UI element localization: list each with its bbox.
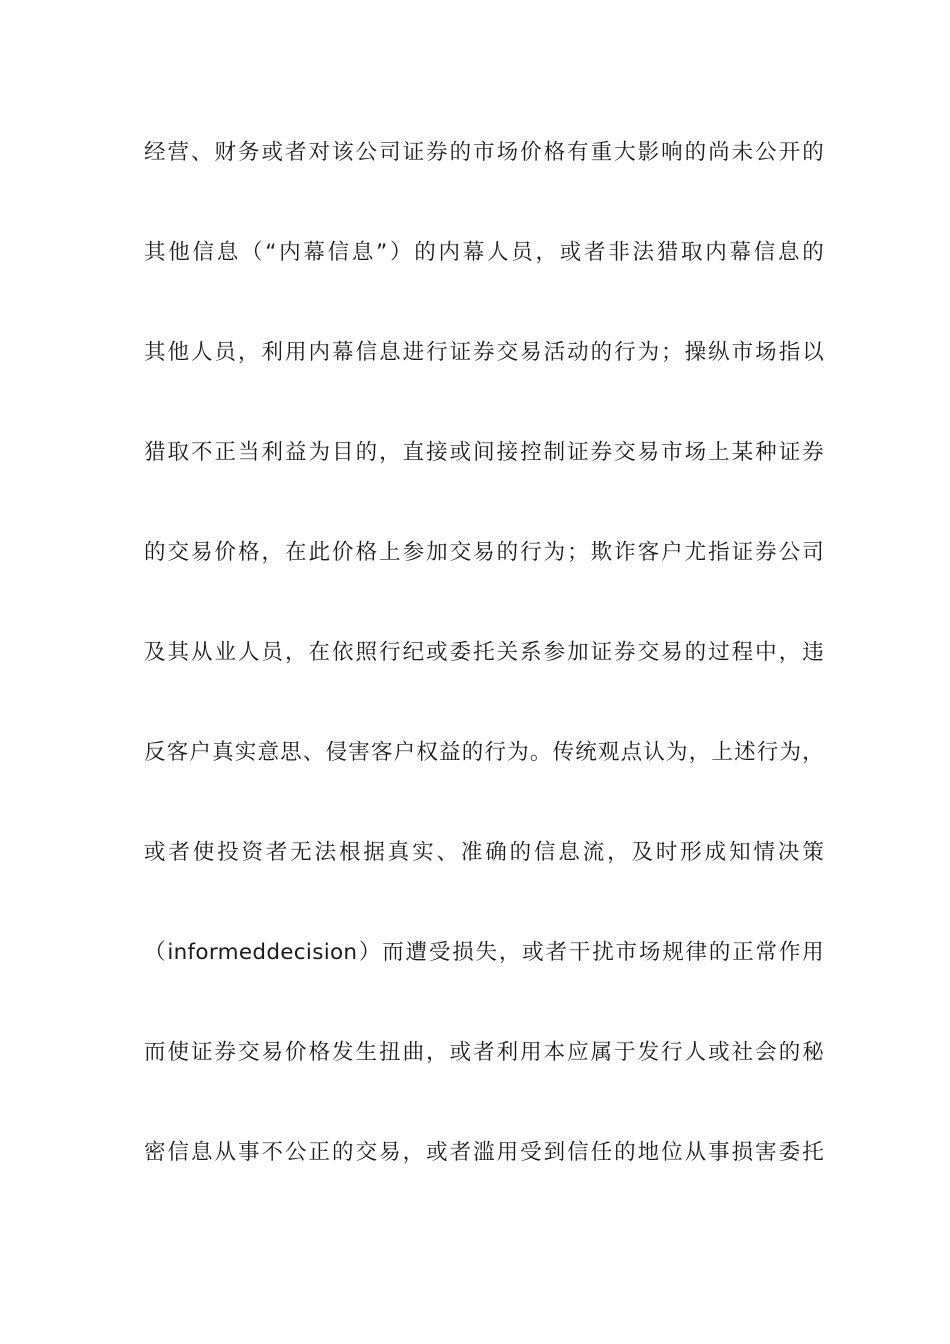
document-body bbox=[144, 133, 824, 1233]
text-line: 及其从业人员，在依照行纪或委托关系参加证券交易的过程中，违 bbox=[144, 640, 824, 665]
text-line: 反客户真实意思、侵害客户权益的行为。传统观点认为，上述行为， bbox=[144, 740, 824, 765]
text-line: 经营、财务或者对该公司证券的市场价格有重大影响的尚未公开的 bbox=[144, 140, 824, 165]
text-line: 其他信息（“内幕信息”）的内幕人员，或者非法猎取内幕信息的 bbox=[144, 240, 824, 265]
text-line: 其他人员，利用内幕信息进行证券交易活动的行为；操纵市场指以 bbox=[144, 340, 824, 365]
text-line: 而使证券交易价格发生扭曲，或者利用本应属于发行人或社会的秘 bbox=[144, 1040, 824, 1065]
text-line: 或者使投资者无法根据真实、准确的信息流，及时形成知情决策 bbox=[144, 840, 824, 865]
text-line: 的交易价格，在此价格上参加交易的行为；欺诈客户尤指证券公司 bbox=[144, 540, 824, 565]
text-line: 密信息从事不公正的交易，或者滥用受到信任的地位从事损害委托 bbox=[144, 1140, 824, 1165]
text-line: （informeddecision）而遭受损失，或者干扰市场规律的正常作用 bbox=[144, 940, 824, 965]
text-line: 猎取不正当利益为目的，直接或间接控制证券交易市场上某种证券 bbox=[144, 440, 824, 465]
